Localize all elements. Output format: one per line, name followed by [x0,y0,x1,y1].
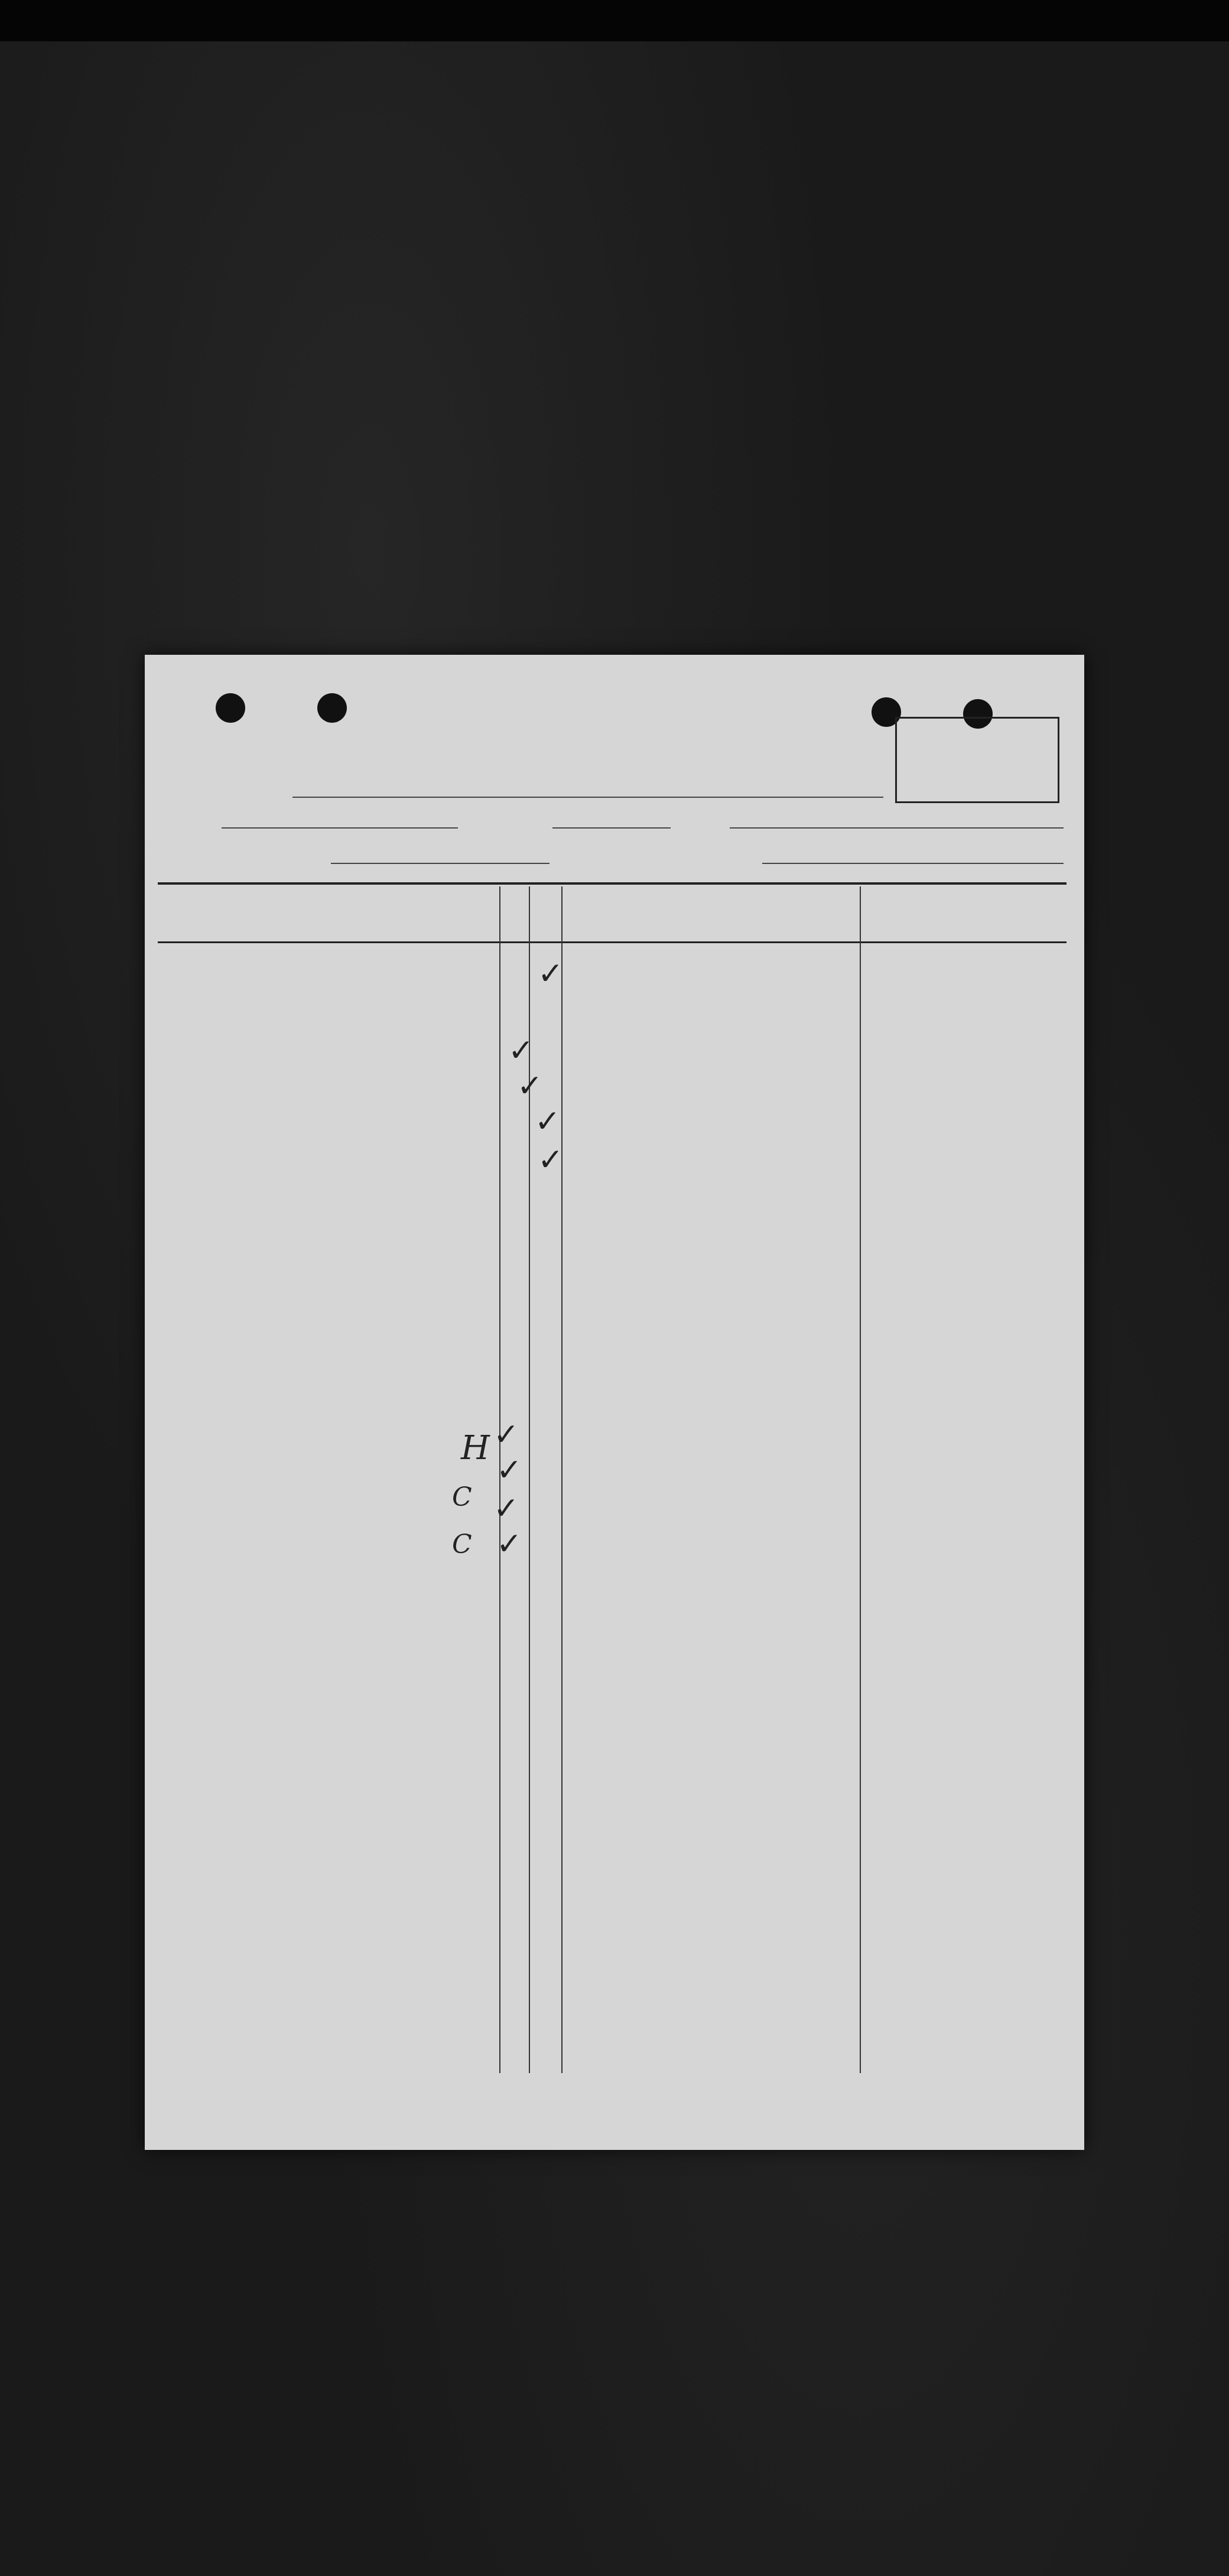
handwritten-c: C [452,1482,472,1512]
col-divider-nationality [860,886,861,2073]
punch-hole [317,693,347,723]
handwritten-bracket: H [461,1429,490,1467]
handwritten-c: C [452,1529,472,1560]
owner-line [292,797,883,798]
check-mark: ✓ [496,1453,522,1488]
check-mark: ✓ [493,1491,519,1526]
film-edge-lettering [0,0,1229,41]
punch-hole [216,693,245,723]
check-mark: ✓ [538,1142,564,1178]
header-bottom-rule [158,941,1067,943]
check-mark: ✓ [517,1068,543,1104]
check-mark: ✓ [493,1417,519,1453]
manifest-sheet [145,655,1084,2150]
col-divider-sex [561,886,563,2073]
check-mark: ✓ [496,1526,522,1562]
aircraft-line [222,827,458,829]
disembark-line [762,863,1064,864]
flight-line [552,827,671,829]
stamp-box [895,717,1059,803]
check-mark: ✓ [538,956,564,992]
check-mark: ✓ [535,1104,561,1139]
check-mark: ✓ [508,1033,534,1068]
embark-line [331,863,550,864]
date-line [730,827,1064,829]
table-top-rule [158,882,1067,885]
